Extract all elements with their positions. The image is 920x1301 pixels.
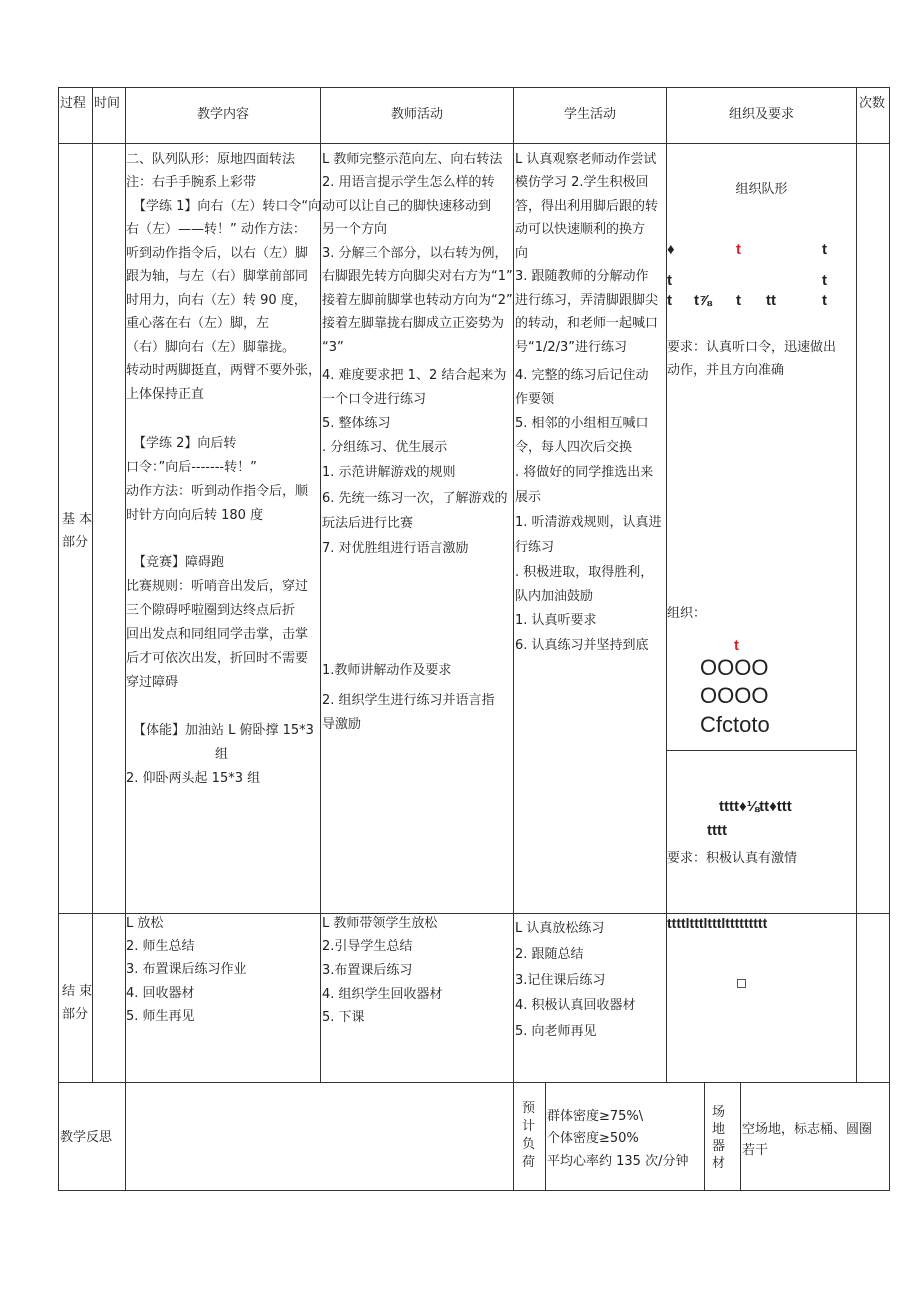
header-time: 时间 [94, 96, 121, 111]
teacher-line: 一个口令进行练习 [322, 392, 427, 407]
student-line: 行练习 [515, 540, 555, 555]
formation-mark: t⅞ [694, 292, 712, 309]
teacher-line: . 分组练习、优生展示 [322, 440, 448, 455]
content-line: L 放松 [126, 916, 164, 931]
formation-mark: t [822, 292, 827, 309]
formation-mark: t [667, 292, 672, 309]
student-line: 展示 [515, 490, 542, 505]
student-line: . 积极进取，取得胜利， [515, 565, 654, 580]
content-line: （右）脚向右（左）脚靠拢。 [126, 340, 296, 355]
student-line: 2. 跟随总结 [515, 947, 584, 962]
teacher-line: 4. 组织学生回收器材 [322, 987, 443, 1002]
header-teacher: 教师活动 [390, 107, 443, 122]
content-line: 比赛规则：听哨音出发后，穿过 [126, 579, 309, 594]
content-line: 5. 师生再见 [126, 1009, 195, 1024]
teacher-line: 接着左脚靠拢右脚成立正姿势为 [322, 316, 505, 331]
student-line: 作要领 [515, 392, 555, 407]
content-line: 动作方法：听到动作指令后，顺 [126, 484, 309, 499]
org-requirement: 要求：认真听口令，迅速做出 [667, 340, 837, 355]
content-line: 二、队列队形：原地四面转法 [126, 152, 296, 167]
student-line: 5. 相邻的小组相互喊口 [515, 416, 649, 431]
student-line: 5. 向老师再见 [515, 1024, 597, 1039]
content-line: 组 [215, 747, 229, 762]
teacher-line: 接着左脚前脚掌也转动方向为“2” [322, 293, 513, 308]
content-line: 时针方向向后转 180 度 [126, 508, 264, 523]
teacher-line: 2.引导学生总结 [322, 939, 413, 954]
formation-title: 组织队形 [735, 182, 788, 197]
content-line: 三个隙碍呼啦圈到达终点后折 [126, 603, 296, 618]
content-line: 3. 布置课后练习作业 [126, 962, 247, 977]
content-line: 【体能】加油站 L 俯卧撑 15*3 [133, 723, 314, 738]
student-line: 6. 认真练习并坚持到底 [515, 638, 649, 653]
content-line: 2. 仰卧两头起 15*3 组 [126, 771, 261, 786]
student-line: 模仿学习 2.学生积极回 [515, 175, 649, 190]
student-line: 号“1/2/3”进行练习 [515, 340, 628, 355]
content-line: 【竞赛】障碍跑 [133, 555, 225, 570]
venue-line: 若干 [742, 1143, 769, 1158]
formation-mark: t [822, 241, 827, 258]
teacher-square-icon [737, 979, 746, 988]
content-line: 【学练 1】向右（左）转口令“向 [133, 199, 322, 214]
content-line: 4. 回收器材 [126, 986, 195, 1001]
teacher-line: 4. 难度要求把 1、2 结合起来为 [322, 368, 507, 383]
ending-label-2: 部分 [62, 1007, 89, 1022]
teacher-line: 导激励 [322, 717, 362, 732]
content-line: 后才可依次出发，折回时不需要 [126, 651, 309, 666]
load-line: 个体密度≥50% [547, 1131, 639, 1146]
load-line: 群体密度≥75%\ [547, 1109, 644, 1124]
teacher-line: 2. 用语言提示学生怎么样的转 [322, 175, 495, 190]
content-line: 听到动作指令后，以右（左）脚 [126, 246, 309, 261]
content-line: 回出发点和同组同学击掌，击掌 [126, 627, 309, 642]
teacher-line: 7. 对优胜组进行语言激励 [322, 541, 469, 556]
content-line: 右（左）——转！” 动作方法： [126, 222, 306, 237]
header-times: 次数 [859, 96, 886, 111]
header-content: 教学内容 [196, 107, 249, 122]
student-line: 队内加油鼓励 [515, 589, 594, 604]
formation-mark: t [736, 292, 741, 309]
content-line: 跟为轴，与左（右）脚掌前部同 [126, 269, 309, 284]
student-line: 进行练习，弄清脚跟脚尖 [515, 293, 659, 308]
load-line: 平均心率约 135 次/分钟 [547, 1154, 689, 1169]
student-line: 4. 完整的练习后记住动 [515, 368, 649, 383]
student-line: L 认真观察老师动作尝试 [515, 152, 657, 167]
students-row: OOOO [700, 683, 769, 708]
teacher-line: 3.布置课后练习 [322, 963, 413, 978]
student-line: 3. 跟随教师的分解动作 [515, 269, 649, 284]
students-row: OOOO [700, 655, 769, 680]
venue-label: 场 [712, 1105, 726, 1120]
formation-diamond: ♦ [667, 241, 675, 258]
basic-label-1: 基 本 [62, 512, 93, 527]
content-line: 时用力，向右（左）转 90 度， [126, 293, 307, 308]
formation-mark: t [667, 272, 672, 289]
teacher-line: 5. 整体练习 [322, 416, 391, 431]
content-line: 【学练 2】向后转 [133, 436, 237, 451]
student-line: 1. 听清游戏规则，认真进 [515, 515, 662, 530]
student-line: 的转动，和老师一起喊口 [515, 316, 659, 331]
student-line: 4. 积极认真回收器材 [515, 998, 636, 1013]
student-line: 向 [515, 246, 529, 261]
basic-label-2: 部分 [62, 535, 89, 550]
teacher-line: 动可以让自己的脚快速移动到 [322, 199, 492, 214]
student-line: 令，每人四次后交换 [515, 440, 633, 455]
students-row: Cfctoto [700, 712, 770, 737]
formation-mark: t [822, 272, 827, 289]
content-line: 口令：”向后-------转！” [126, 460, 257, 475]
student-line: L 认真放松练习 [515, 921, 605, 936]
header-org: 组织及要求 [728, 107, 794, 122]
header-process: 过程 [60, 96, 87, 111]
org-requirement: 要求：积极认真有激情 [667, 851, 798, 866]
load-label: 负 [522, 1137, 536, 1152]
teacher-line: L 教师带领学生放松 [322, 916, 438, 931]
student-line: 答，得出利用脚后跟的转 [515, 199, 659, 214]
teacher-line: 5. 下课 [322, 1010, 365, 1025]
student-line: 1. 认真听要求 [515, 613, 597, 628]
fitness-formation: tttt [707, 822, 727, 839]
content-line: 上体保持正直 [126, 387, 205, 402]
content-line: 注：右手手腕系上彩带 [126, 175, 257, 190]
venue-label: 器 [712, 1139, 726, 1154]
teacher-line: 2. 组织学生进行练习并语言指 [322, 693, 495, 708]
teacher-line: 1. 示范讲解游戏的规则 [322, 465, 456, 480]
teacher-line: “3” [322, 340, 344, 355]
teacher-line: 1.教师讲解动作及要求 [322, 663, 452, 678]
venue-label: 材 [712, 1156, 726, 1171]
teacher-marker: t [736, 241, 741, 258]
org-label: 组织： [667, 606, 707, 621]
formation-mark: tt [766, 292, 776, 309]
content-line: 转动时两脚挺直，两臂不要外张， [126, 363, 322, 378]
student-line: 动可以快速顺利的换方 [515, 222, 646, 237]
venue-line: 空场地，标志桶、圆圈 [742, 1122, 873, 1137]
student-line: 3.记住课后练习 [515, 973, 606, 988]
teacher-line: L 教师完整示范向左、向右转法 [322, 152, 503, 167]
teacher-line: 另一个方向 [322, 222, 388, 237]
content-line: 穿过障碍 [126, 675, 179, 690]
load-label: 预 [522, 1101, 536, 1116]
load-label: 荷 [522, 1155, 536, 1170]
teacher-line: 6. 先统一练习一次，了解游戏的 [322, 491, 508, 506]
ending-label-1: 结 束 [62, 984, 93, 999]
teacher-line: 玩法后进行比赛 [322, 516, 414, 531]
content-line: 重心落在右（左）脚，左 [126, 316, 270, 331]
header-student: 学生活动 [563, 107, 616, 122]
student-line: . 将做好的同学推选出来 [515, 465, 654, 480]
venue-label: 地 [712, 1122, 726, 1137]
teacher-line: 右脚跟先转方向脚尖对右方为“1” [322, 269, 513, 284]
load-label: 计 [522, 1119, 536, 1134]
teacher-marker: t [734, 637, 739, 654]
ending-formation: ttttltttltttlttttttttt [667, 915, 768, 931]
teacher-line: 3. 分解三个部分，以右转为例， [322, 246, 508, 261]
org-requirement: 动作，并且方向准确 [667, 363, 785, 378]
content-line: 2. 师生总结 [126, 939, 195, 954]
reflection-label: 教学反思 [60, 1130, 113, 1145]
fitness-formation: tttt♦⅛tt♦ttt [719, 798, 792, 815]
